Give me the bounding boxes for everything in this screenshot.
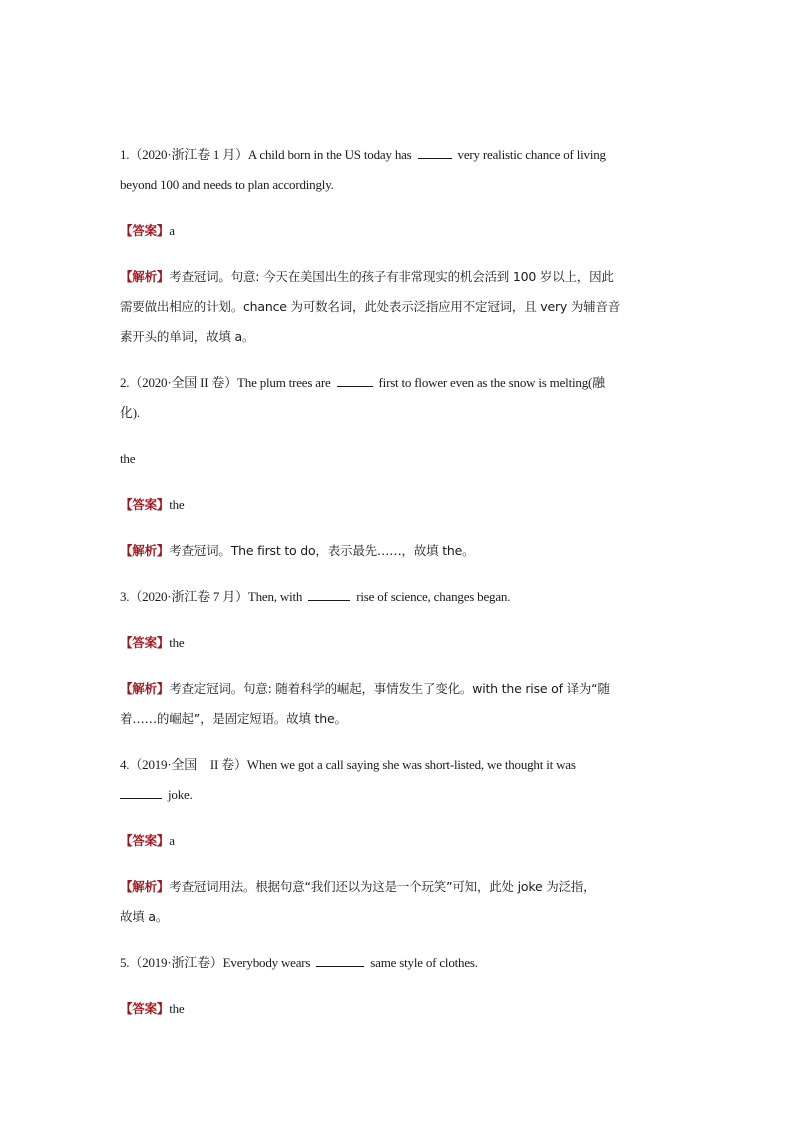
question-1-line-1	[120, 140, 674, 170]
analysis-3	[120, 674, 674, 734]
answer-label: 【答案】	[120, 497, 170, 512]
analysis-4-line-1: 考查冠词用法。根据句意“我们还以为这是一个玩笑”可知，此处 joke 为泛指，	[169, 879, 596, 894]
analysis-4	[120, 872, 674, 932]
answer-5-value: the	[169, 1001, 185, 1016]
question-4	[120, 750, 674, 810]
answer-label: 【答案】	[120, 1001, 170, 1016]
analysis-label: 【解析】	[120, 879, 170, 894]
answer-2-value: the	[169, 497, 185, 512]
answer-3-value: the	[169, 635, 185, 650]
question-2	[120, 368, 674, 428]
question-1-tail: very realistic chance of living	[457, 147, 606, 162]
analysis-label: 【解析】	[120, 269, 170, 284]
analysis-2	[120, 536, 674, 566]
question-2-line-2: 化).	[120, 405, 140, 420]
answer-label: 【答案】	[120, 223, 170, 238]
question-2-extra	[120, 444, 674, 474]
analysis-1	[120, 262, 674, 352]
answer-blank	[316, 956, 364, 967]
answer-1-value: a	[169, 223, 175, 238]
question-4-line-1: 4.（2019·全国 II 卷）When we got a call saying she was short-listed, we thought it was	[120, 757, 576, 772]
analysis-label: 【解析】	[120, 681, 170, 696]
answer-4	[120, 826, 674, 856]
question-5-line-1	[120, 948, 674, 978]
question-3-tail: rise of science, changes began.	[356, 589, 511, 604]
analysis-label: 【解析】	[120, 543, 170, 558]
question-3-line-1	[120, 582, 674, 612]
question-2-tail: first to flower even as the snow is melting(融	[378, 375, 605, 390]
analysis-1-line-3: 素开头的单词，故填 a。	[120, 329, 255, 344]
question-1-line-2: beyond 100 and needs to plan accordingly.	[120, 177, 334, 192]
question-5	[120, 948, 674, 978]
answer-3	[120, 628, 674, 658]
question-5-tail: same style of clothes.	[370, 955, 478, 970]
question-5-head: 5.（2019·浙江卷）Everybody wears	[120, 955, 311, 970]
answer-blank	[418, 148, 452, 159]
analysis-3-line-2: 着……的崛起”，是固定短语。故填 the。	[120, 711, 347, 726]
answer-blank	[337, 376, 373, 387]
question-3	[120, 582, 674, 612]
analysis-1-line-2: 需要做出相应的计划。chance 为可数名词，此处表示泛指应用不定冠词，且 very 为辅音音	[120, 299, 621, 314]
analysis-2-line-1: 考查冠词。The first to do，表示最先……，故填 the。	[169, 543, 475, 558]
answer-blank	[308, 590, 350, 601]
answer-2	[120, 490, 674, 520]
question-2-line-1	[120, 368, 674, 398]
analysis-1-line-1: 考查冠词。句意: 今天在美国出生的孩子有非常现实的机会活到 100 岁以上，因此	[169, 269, 614, 284]
analysis-4-line-2: 故填 a。	[120, 909, 169, 924]
analysis-3-line-1: 考查定冠词。句意: 随着科学的崛起，事情发生了变化。with the rise of 译为“随	[169, 681, 610, 696]
question-4-tail: joke.	[168, 787, 193, 802]
question-2-extra-text: the	[120, 451, 136, 466]
question-1	[120, 140, 674, 200]
answer-label: 【答案】	[120, 635, 170, 650]
question-2-head: 2.（2020·全国 II 卷）The plum trees are	[120, 375, 331, 390]
answer-5	[120, 994, 674, 1024]
question-3-head: 3.（2020·浙江卷 7 月）Then, with	[120, 589, 303, 604]
answer-4-value: a	[169, 833, 175, 848]
answer-blank	[120, 788, 162, 799]
question-4-line-2	[120, 780, 674, 810]
question-1-head: 1.（2020·浙江卷 1 月）A child born in the US today has	[120, 147, 412, 162]
answer-label: 【答案】	[120, 833, 170, 848]
answer-1	[120, 216, 674, 246]
